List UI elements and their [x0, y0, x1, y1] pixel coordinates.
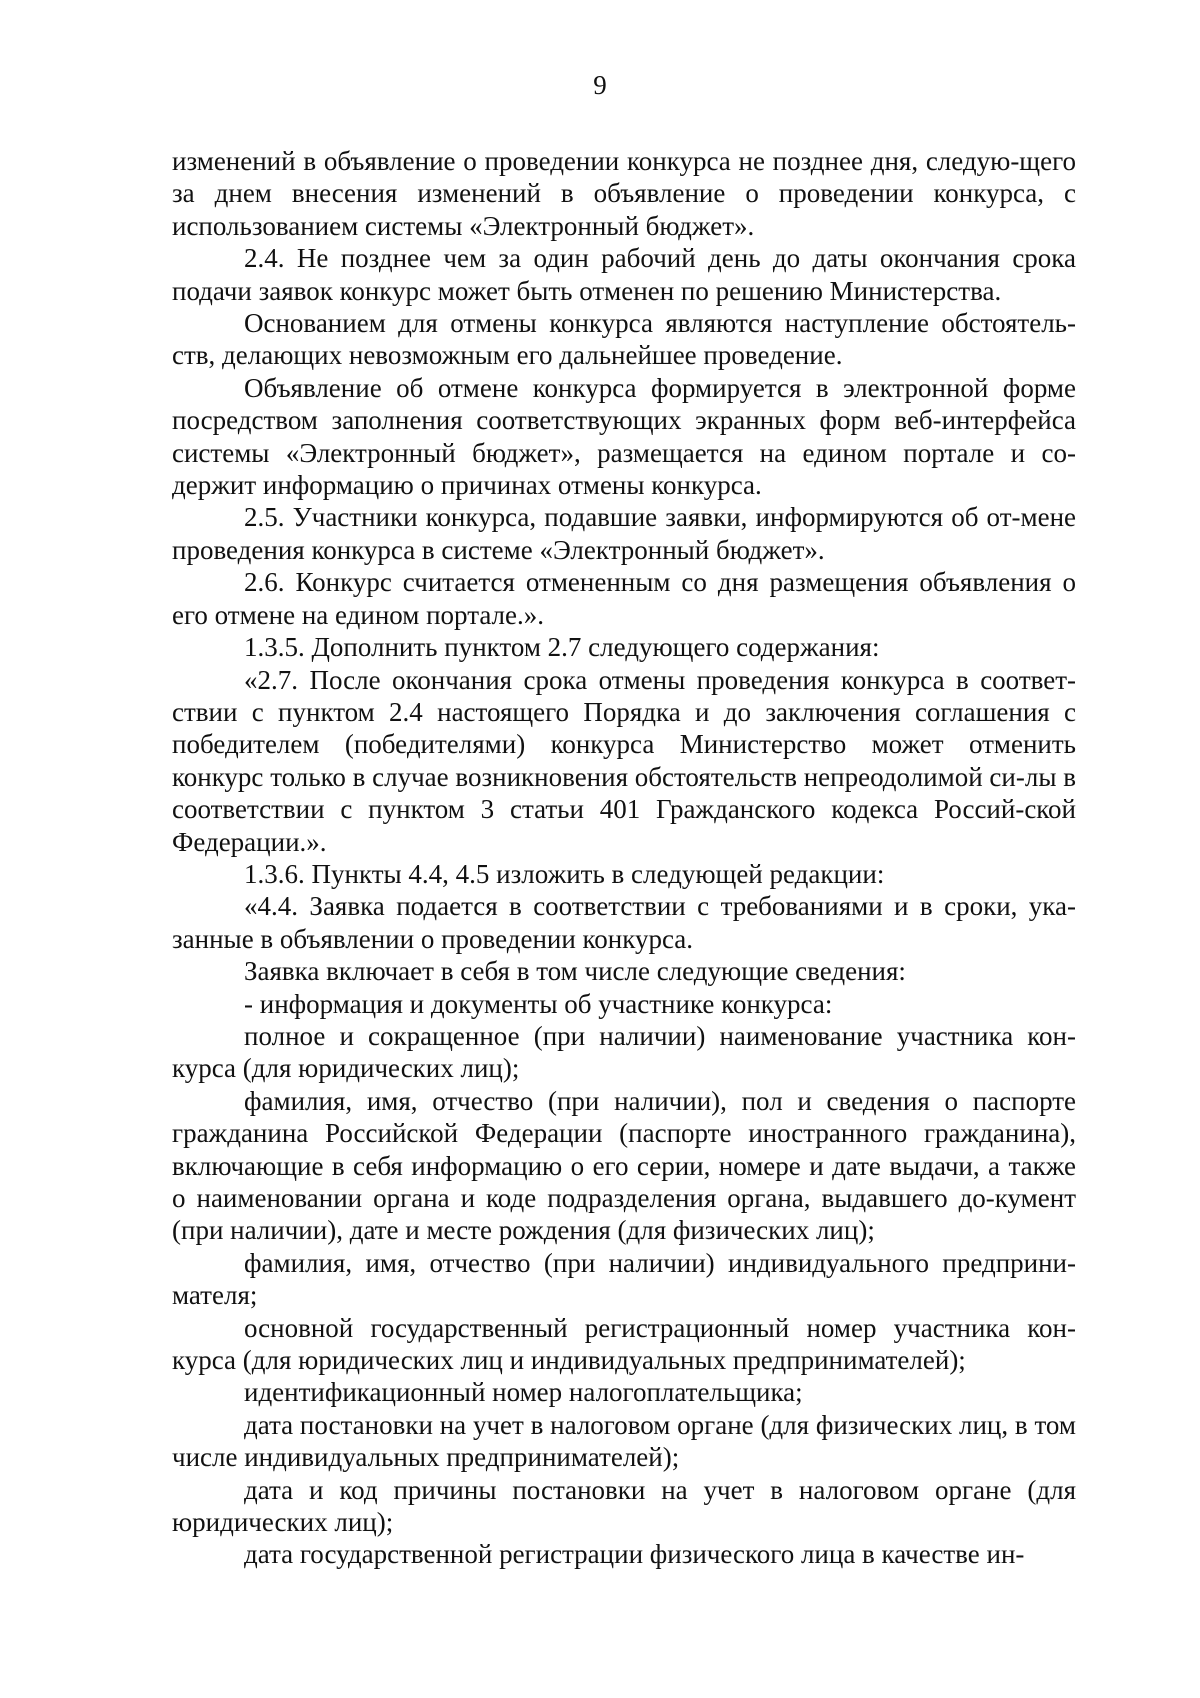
- paragraph: 2.5. Участники конкурса, подавшие заявки, информируются об от-мене проведения конкурса в системе «Электронный бюджет».: [172, 502, 1076, 565]
- paragraph: основной государственный регистрационный номер участника кон-курса (для юридических лиц и индивидуальных предпринимателей);: [172, 1312, 1076, 1376]
- paragraph: 2.6. Конкурс считается отмененным со дня размещения объявления о его отмене на едином портале.».: [172, 567, 1076, 630]
- paragraph: «4.4. Заявка подается в соответствии с требованиями и в сроки, ука-занные в объявлении о проведении конкурса.: [172, 891, 1076, 954]
- paragraph: фамилия, имя, отчество (при наличии), пол и сведения о паспорте гражданина Российской Федерации (паспорте иностранного гражданина), включающие в себя информацию о его серии, номере и дате выдачи, а также о наименовании органа и коде подразделения органа, выдавшего до-кумент (при наличии), дате и месте рождения (для физических лиц);: [172, 1085, 1076, 1246]
- paragraph: фамилия, имя, отчество (при наличии) индивидуального предприни-мателя;: [172, 1247, 1076, 1311]
- document-body: [172, 145, 1076, 1571]
- paragraph: полное и сокращенное (при наличии) наименование участника кон-курса (для юридических лиц);: [172, 1020, 1076, 1084]
- paragraph: «2.7. После окончания срока отмены проведения конкурса в соответ-ствии с пунктом 2.4 настоящего Порядка и до заключения соглашения с победителем (победителями) конкурса Министерство может отменить конкурс только в случае возникновения обстоятельств непреодолимой си-лы в соответствии с пунктом 3 статьи 401 Гражданского кодекса Россий-ской Федерации.».: [172, 664, 1076, 857]
- paragraph: дата государственной регистрации физического лица в качестве ин-: [244, 1539, 1025, 1570]
- paragraph: Основанием для отмены конкурса являются наступление обстоятель-ств, делающих невозможным его дальнейшее проведение.: [172, 308, 1076, 371]
- paragraph: Объявление об отмене конкурса формируется в электронной форме посредством заполнения соответствующих экранных форм веб-интерфейса системы «Электронный бюджет», размещается на едином портале и со-держит информацию о причинах отмены конкурса.: [172, 372, 1076, 501]
- paragraph: 1.3.5. Дополнить пунктом 2.7 следующего содержания:: [244, 632, 880, 663]
- paragraph: Заявка включает в себя в том числе следующие сведения:: [244, 956, 906, 987]
- paragraph: идентификационный номер налогоплательщика;: [244, 1377, 803, 1408]
- page-number: 9: [593, 70, 607, 100]
- paragraph: дата и код причины постановки на учет в налоговом органе (для юридических лиц);: [172, 1474, 1076, 1538]
- paragraph: - информация и документы об участнике конкурса:: [244, 988, 833, 1019]
- paragraph: изменений в объявление о проведении конкурса не позднее дня, следую-щего за днем внесения изменений в объявление о проведении конкурса, с использованием системы «Электронный бюджет».: [172, 146, 1076, 241]
- paragraph: дата постановки на учет в налоговом органе (для физических лиц, в том числе индивидуальных предпринимателей);: [172, 1409, 1076, 1473]
- paragraph: 2.4. Не позднее чем за один рабочий день до даты окончания срока подачи заявок конкурс может быть отменен по решению Министерства.: [172, 243, 1076, 306]
- paragraph: 1.3.6. Пункты 4.4, 4.5 изложить в следующей редакции:: [244, 858, 885, 889]
